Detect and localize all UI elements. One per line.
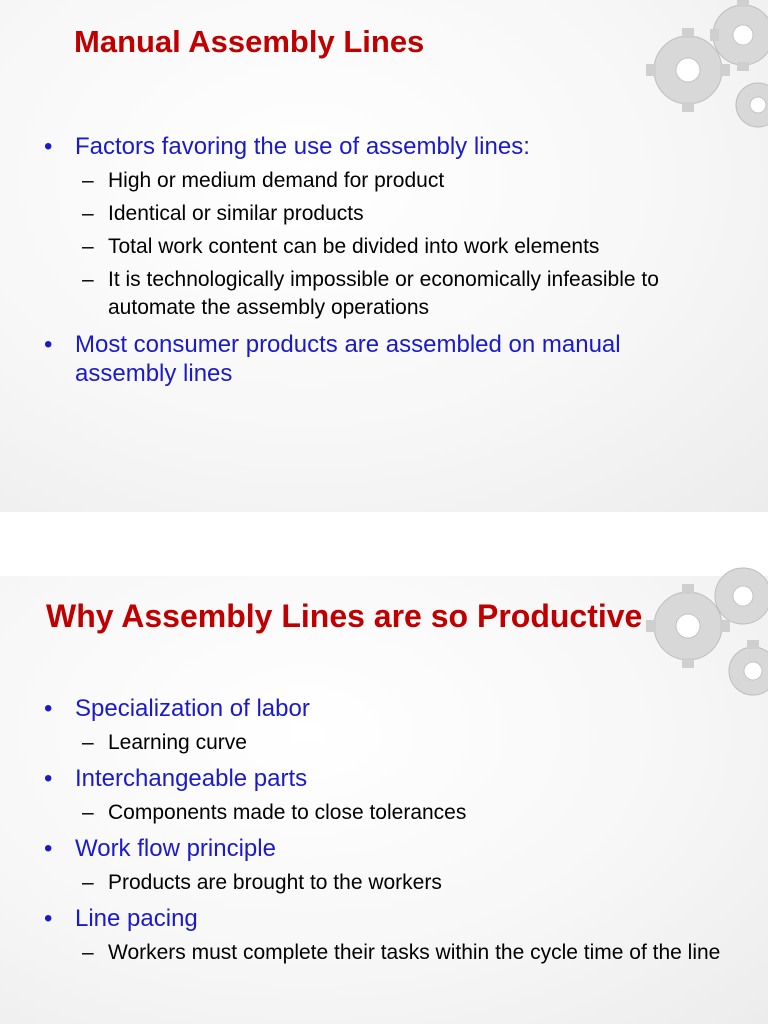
bullet-icon: • — [44, 133, 53, 160]
sub-bullet-item — [0, 233, 728, 261]
sub-bullet-text: Learning curve — [108, 731, 247, 754]
bullet-item — [0, 904, 675, 933]
dash-icon: – — [82, 801, 94, 824]
slide-title: Manual Assembly Lines — [74, 24, 425, 59]
bullet-icon: • — [44, 765, 53, 792]
sub-bullet-item — [0, 200, 728, 228]
dash-icon: – — [82, 169, 94, 192]
bullet-icon: • — [44, 835, 53, 862]
slide-gap — [0, 512, 768, 576]
bullet-icon: • — [44, 695, 53, 722]
sub-bullet-item — [0, 266, 728, 322]
sub-bullet-text: Products are brought to the workers — [108, 871, 442, 894]
bullet-text: Interchangeable parts — [75, 765, 308, 792]
sub-bullet-item — [0, 729, 728, 757]
slide-title: Why Assembly Lines are so Productive — [46, 598, 643, 634]
bullet-text: Work flow principle — [75, 835, 276, 862]
sub-bullet-text: Total work content can be divided into work elements — [108, 235, 600, 258]
dash-icon: – — [82, 202, 94, 225]
bullet-icon: • — [44, 331, 53, 358]
bullet-text: Specialization of labor — [75, 695, 310, 722]
sub-bullet-item — [0, 167, 728, 195]
gears-icon — [618, 0, 768, 130]
dash-icon: – — [82, 871, 94, 894]
bullet-text: Most consumer products are assembled on manual assembly lines — [75, 331, 621, 387]
bullet-item — [0, 132, 675, 161]
dash-icon: – — [82, 268, 94, 291]
bullet-item — [0, 694, 675, 723]
slide-body — [0, 694, 768, 967]
sub-bullet-item — [0, 869, 728, 897]
sub-bullet-text: It is technologically impossible or economically infeasible to automate the assembly operations — [108, 268, 659, 319]
dash-icon: – — [82, 731, 94, 754]
sub-bullet-item — [0, 939, 728, 967]
sub-bullet-item — [0, 799, 728, 827]
sub-bullet-text: Workers must complete their tasks within the cycle time of the line — [108, 941, 721, 964]
slide-body — [0, 132, 768, 388]
gears-icon — [618, 576, 768, 706]
sub-bullet-text: High or medium demand for product — [108, 169, 445, 192]
sub-bullet-text: Identical or similar products — [108, 202, 364, 225]
bullet-item — [0, 834, 675, 863]
bullet-icon: • — [44, 905, 53, 932]
dash-icon: – — [82, 235, 94, 258]
slide-3 — [0, 576, 768, 1024]
bullet-text: Factors favoring the use of assembly lines: — [75, 133, 530, 160]
bullet-item — [0, 764, 675, 793]
bullet-text: Line pacing — [75, 905, 198, 932]
sub-bullet-text: Components made to close tolerances — [108, 801, 467, 824]
dash-icon: – — [82, 941, 94, 964]
bullet-item — [0, 330, 675, 388]
